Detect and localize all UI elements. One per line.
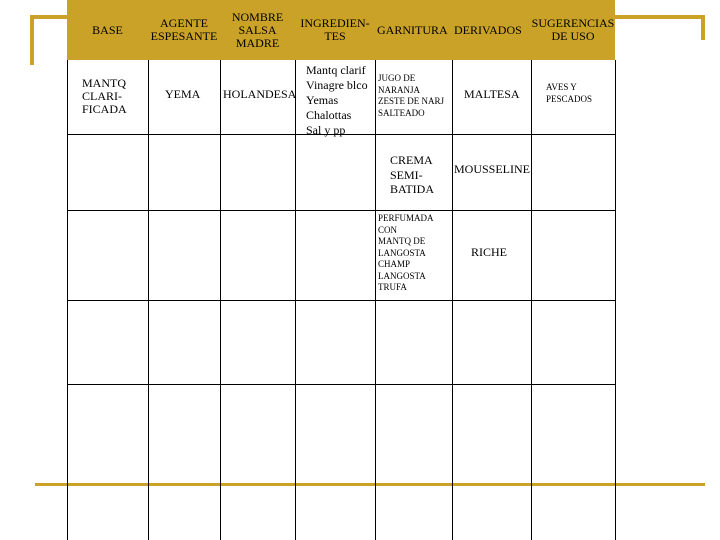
cell-derivado: MALTESA xyxy=(464,87,520,101)
cell-garnitura: PERFUMADA CON MANTQ DE LANGOSTA CHAMP LANGOSTA TRUFA xyxy=(378,213,434,292)
cell-nombre-salsa: HOLANDESA xyxy=(223,87,297,101)
header-nombre-salsa-madre: NOMBRE SALSA MADRE xyxy=(220,0,295,60)
frame-right-line xyxy=(701,15,705,40)
header-garnitura: GARNITURA xyxy=(375,0,452,60)
grid-hline xyxy=(67,210,616,211)
header-base: BASE xyxy=(67,0,148,60)
cell-base: MANTQ CLARI- FICADA xyxy=(82,76,127,116)
cell-ingredientes: Mantq clarif Vinagre blco Yemas Chalottas Sal y pp xyxy=(306,63,368,137)
header-agente-espesante: AGENTE ESPESANTE xyxy=(148,0,220,60)
frame-left-line xyxy=(30,15,34,65)
cell-sugerencias: AVES Y PESCADOS xyxy=(546,82,593,104)
cell-garnitura: CREMA SEMI- BATIDA xyxy=(390,153,434,196)
cell-agente: YEMA xyxy=(165,87,201,101)
frame-bottom-line xyxy=(35,483,705,486)
cell-derivado: MOUSSELINE xyxy=(454,162,531,176)
cell-derivado: RICHE xyxy=(471,245,507,259)
cell-garnitura: JUGO DE NARANJA ZESTE DE NARJ SALTEADO xyxy=(378,73,444,118)
header-ingredientes: INGREDIEN- TES xyxy=(295,0,375,60)
grid-hline xyxy=(67,300,616,301)
header-derivados: DERIVADOS xyxy=(452,0,531,60)
grid-hline xyxy=(67,384,616,385)
header-sugerencias-de-uso: SUGERENCIAS DE USO xyxy=(531,0,615,60)
